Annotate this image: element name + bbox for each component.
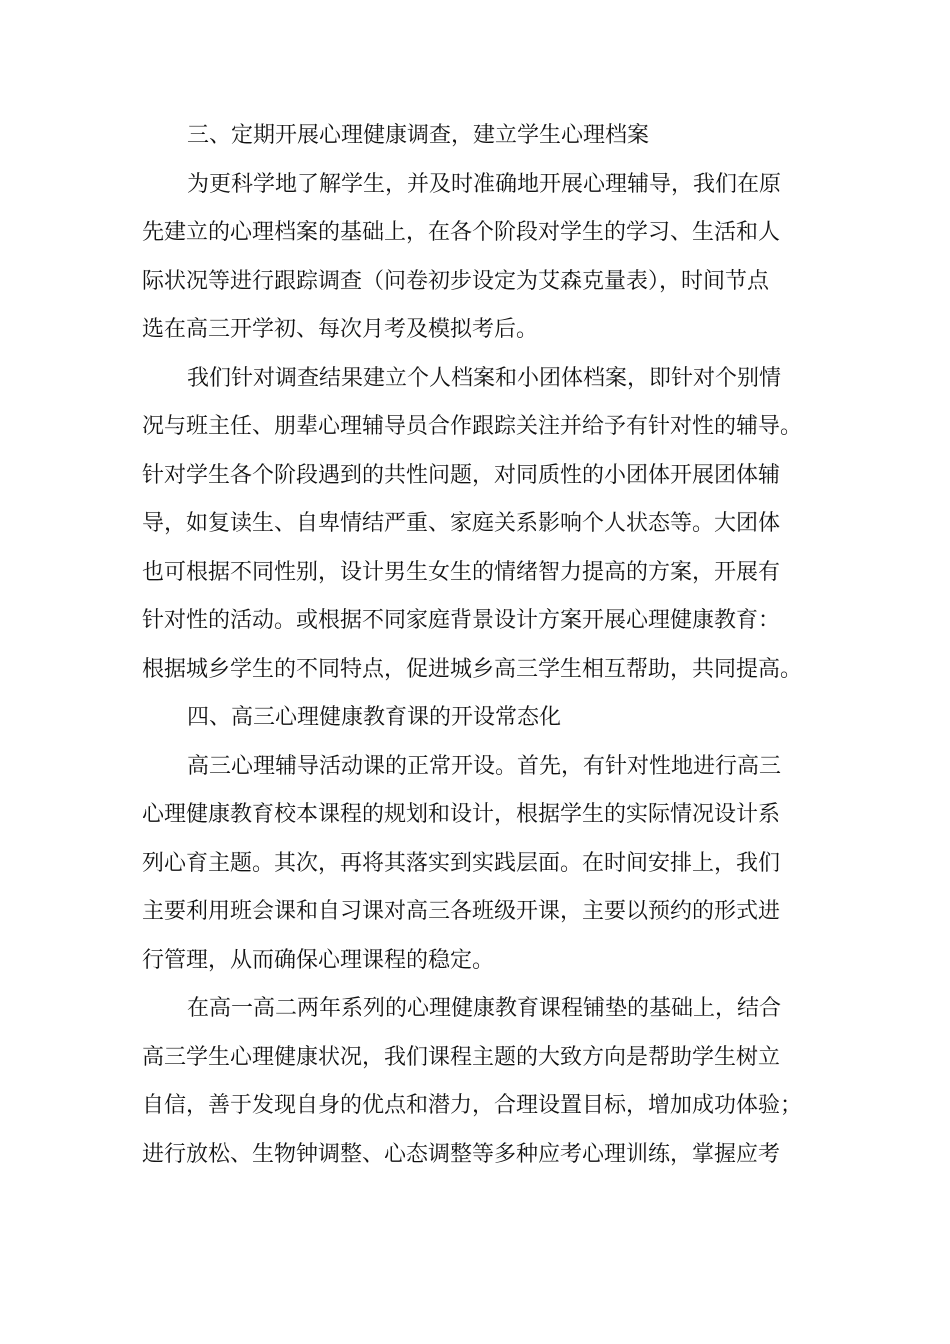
paragraph-line: 选在高三开学初、每次月考及模拟考后。: [142, 317, 539, 342]
paragraph-line: 进行放松、生物钟调整、心态调整等多种应考心理训练，掌握应考: [142, 1141, 781, 1167]
paragraph-first-line: 为更科学地了解学生，并及时准确地开展心理辅导，我们在原: [187, 171, 782, 197]
paragraph-line: 也可根据不同性别，设计男生女生的情绪智力提高的方案，开展有: [142, 559, 781, 585]
paragraph-line: 高三学生心理健康状况，我们课程主题的大致方向是帮助学生树立: [142, 1044, 781, 1070]
paragraph-line: 主要利用班会课和自习课对高三各班级开课，主要以预约的形式进: [142, 899, 781, 924]
paragraph-first-line: 我们针对调查结果建立个人档案和小团体档案，即针对个别情: [187, 365, 782, 391]
paragraph-first-line: 四、高三心理健康教育课的开设常态化: [187, 705, 562, 730]
paragraph-line: 际状况等进行跟踪调查（问卷初步设定为艾森克量表），时间节点: [142, 268, 770, 294]
paragraph-first-line: 在高一高二两年系列的心理健康教育课程铺垫的基础上，结合: [187, 996, 782, 1021]
paragraph-line: 况与班主任、朋辈心理辅导员合作跟踪关注并给予有针对性的辅导。: [142, 414, 803, 439]
paragraph-line: 针对性的活动。或根据不同家庭背景设计方案开展心理健康教育：: [142, 608, 781, 633]
paragraph-line: 根据城乡学生的不同特点，促进城乡高三学生相互帮助，共同提高。: [142, 656, 803, 682]
paragraph-line: 自信，善于发现自身的优点和潜力，合理设置目标，增加成功体验；: [142, 1093, 803, 1118]
paragraph-line: 行管理，从而确保心理课程的稳定。: [142, 947, 495, 973]
paragraph-line: 先建立的心理档案的基础上，在各个阶段对学生的学习、生活和人: [142, 220, 781, 245]
paragraph-first-line: 高三心理辅导活动课的正常开设。首先，有针对性地进行高三: [187, 753, 782, 779]
paragraph-line: 导，如复读生、自卑情结严重、家庭关系影响个人状态等。大团体: [142, 511, 781, 536]
paragraph-first-line: 三、定期开展心理健康调查，建立学生心理档案: [187, 123, 650, 148]
paragraph-line: 心理健康教育校本课程的规划和设计，根据学生的实际情况设计系: [142, 802, 781, 827]
paragraph-line: 针对学生各个阶段遇到的共性问题，对同质性的小团体开展团体辅: [142, 462, 781, 488]
document-body: [142, 112, 822, 1179]
paragraph-line: 列心育主题。其次，再将其落实到实践层面。在时间安排上，我们: [142, 850, 781, 876]
